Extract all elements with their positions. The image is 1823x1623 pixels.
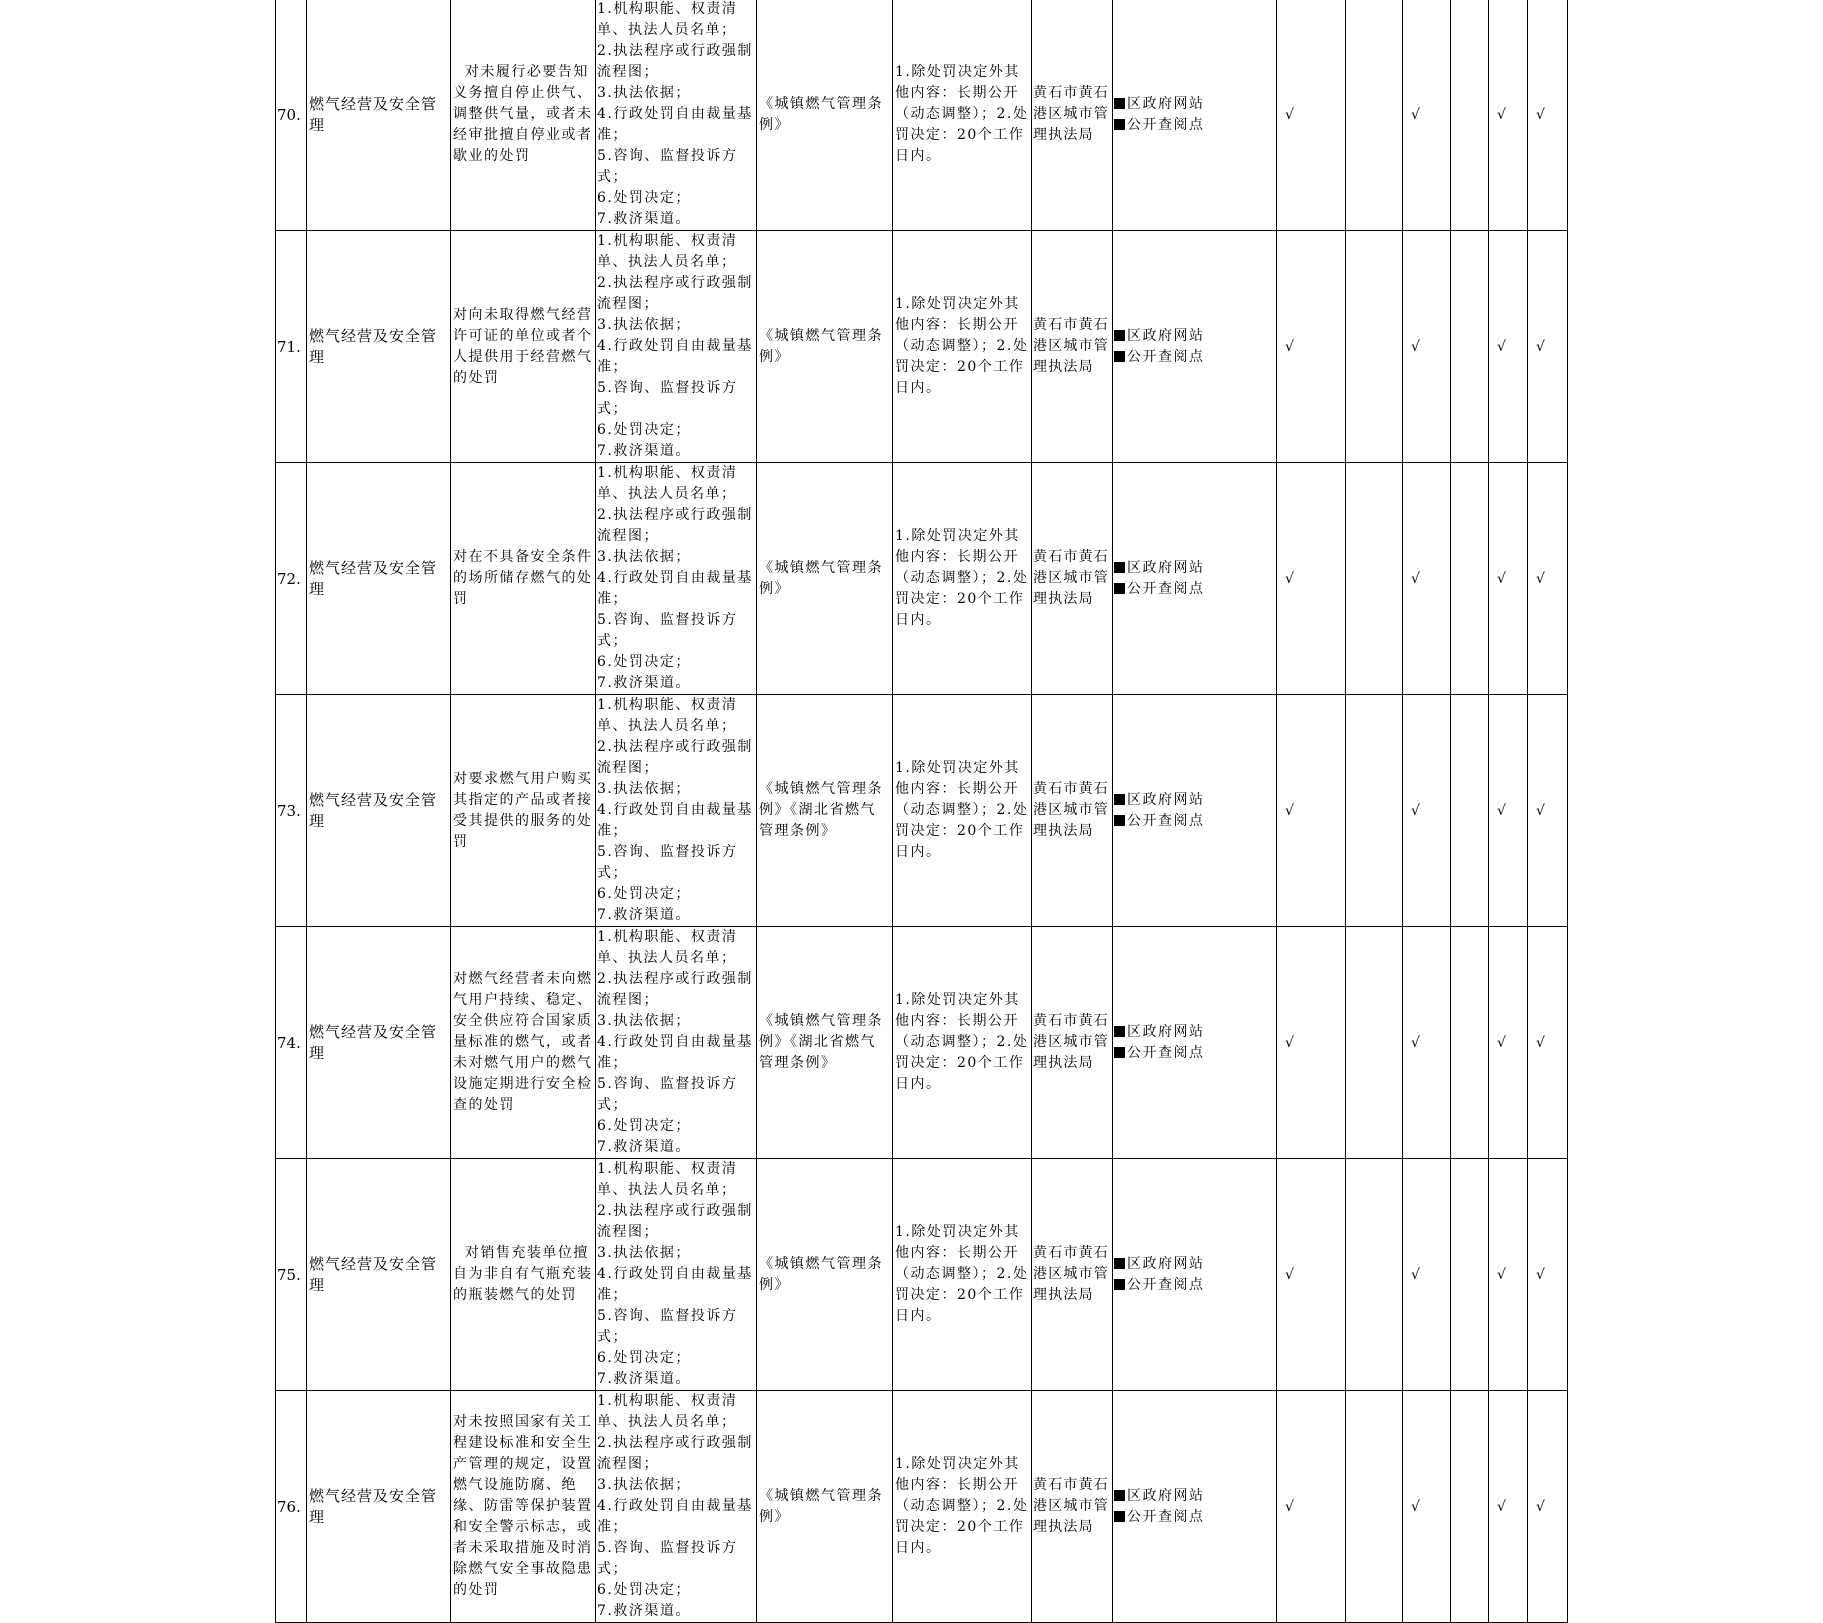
channel-label: 区政府网站 <box>1127 95 1205 112</box>
channel-item <box>1114 579 1274 600</box>
disclosure-content: 对燃气经营者未向燃气用户持续、稳定、安全供应符合国家质量标准的燃气，或者未对燃气用户的燃气设施定期进行安全检查的处罚 <box>451 927 596 1159</box>
check-col-6 <box>1528 0 1568 231</box>
element-line: 4.行政处罚自由裁量基准； <box>597 106 753 143</box>
check-col-1 <box>1277 1159 1346 1391</box>
channel-item <box>1114 1254 1274 1275</box>
disclosure-time-limit: 1.除处罚决定外其他内容：长期公开（动态调整）；2.处罚决定：20个工作日内。 <box>893 0 1032 231</box>
disclosure-time-limit: 1.除处罚决定外其他内容：长期公开（动态调整）；2.处罚决定：20个工作日内。 <box>893 231 1032 463</box>
disclosure-time-limit: 1.除处罚决定外其他内容：长期公开（动态调整）；2.处罚决定：20个工作日内。 <box>893 927 1032 1159</box>
channel-label: 区政府网站 <box>1127 327 1205 344</box>
element-line: 7.救济渠道。 <box>597 907 691 923</box>
checked-box-icon <box>1114 1490 1125 1501</box>
checked-box-icon <box>1114 351 1125 362</box>
element-line: 1.机构职能、权责清单、执法人员名单； <box>597 1 738 38</box>
channel-item <box>1114 1486 1274 1507</box>
element-line: 2.执法程序或行政强制流程图； <box>597 739 753 776</box>
checkmark: √ <box>1497 1498 1506 1515</box>
channel-item <box>1114 1022 1274 1043</box>
element-line: 6.处罚决定； <box>597 1118 691 1134</box>
element-line: 3.执法依据； <box>597 317 691 333</box>
check-col-6 <box>1528 927 1568 1159</box>
table-row <box>276 695 1568 927</box>
element-line: 5.咨询、监督投诉方式； <box>597 1308 738 1345</box>
checkmark: √ <box>1411 338 1420 355</box>
check-col-4 <box>1451 927 1489 1159</box>
check-col-3 <box>1403 231 1451 463</box>
check-col-5 <box>1489 463 1528 695</box>
channel-item <box>1114 790 1274 811</box>
channel-label: 区政府网站 <box>1127 1023 1205 1040</box>
element-line: 7.救济渠道。 <box>597 211 691 227</box>
disclosure-content: 对在不具备安全条件的场所储存燃气的处罚 <box>451 463 596 695</box>
checked-box-icon <box>1114 794 1125 805</box>
disclosure-channels <box>1113 463 1277 695</box>
disclosure-channels <box>1113 231 1277 463</box>
disclosure-time-limit: 1.除处罚决定外其他内容：长期公开（动态调整）；2.处罚决定：20个工作日内。 <box>893 1391 1032 1623</box>
disclosure-elements <box>596 231 757 463</box>
channel-item <box>1114 811 1274 832</box>
check-col-5 <box>1489 927 1528 1159</box>
channel-label: 公开查阅点 <box>1127 812 1205 829</box>
disclosure-content: 对要求燃气用户购买其指定的产品或者接受其提供的服务的处罚 <box>451 695 596 927</box>
legal-basis: 《城镇燃气管理条例》 <box>757 1159 893 1391</box>
disclosure-subject: 黄石市黄石港区城市管理执法局 <box>1032 927 1113 1159</box>
element-line: 5.咨询、监督投诉方式； <box>597 1540 738 1577</box>
checkmark: √ <box>1536 570 1545 587</box>
checked-box-icon <box>1114 330 1125 341</box>
channel-item <box>1114 94 1274 115</box>
check-col-3 <box>1403 695 1451 927</box>
element-line: 7.救济渠道。 <box>597 443 691 459</box>
legal-basis: 《城镇燃气管理条例》 <box>757 0 893 231</box>
table-row <box>276 0 1568 231</box>
check-col-3 <box>1403 927 1451 1159</box>
element-line: 2.执法程序或行政强制流程图； <box>597 43 753 80</box>
element-line: 7.救济渠道。 <box>597 1139 691 1155</box>
legal-basis: 《城镇燃气管理条例》 <box>757 1391 893 1623</box>
disclosure-time-limit: 1.除处罚决定外其他内容：长期公开（动态调整）；2.处罚决定：20个工作日内。 <box>893 1159 1032 1391</box>
check-col-2 <box>1346 1159 1403 1391</box>
item-name: 燃气经营及安全管理 <box>307 695 451 927</box>
channel-item <box>1114 115 1274 136</box>
channel-label: 区政府网站 <box>1127 1255 1205 1272</box>
check-col-3 <box>1403 0 1451 231</box>
legal-basis: 《城镇燃气管理条例》《湖北省燃气管理条例》 <box>757 927 893 1159</box>
checkmark: √ <box>1497 338 1506 355</box>
element-line: 3.执法依据； <box>597 1245 691 1261</box>
channel-label: 区政府网站 <box>1127 791 1205 808</box>
channel-item <box>1114 1275 1274 1296</box>
checkmark: √ <box>1285 106 1294 123</box>
disclosure-elements <box>596 0 757 231</box>
element-line: 1.机构职能、权责清单、执法人员名单； <box>597 697 738 734</box>
check-col-3 <box>1403 463 1451 695</box>
item-name: 燃气经营及安全管理 <box>307 0 451 231</box>
disclosure-time-limit: 1.除处罚决定外其他内容：长期公开（动态调整）；2.处罚决定：20个工作日内。 <box>893 695 1032 927</box>
check-col-1 <box>1277 927 1346 1159</box>
check-col-6 <box>1528 231 1568 463</box>
checkmark: √ <box>1536 802 1545 819</box>
checkmark: √ <box>1285 1266 1294 1283</box>
disclosure-subject: 黄石市黄石港区城市管理执法局 <box>1032 0 1113 231</box>
disclosure-channels <box>1113 1391 1277 1623</box>
check-col-5 <box>1489 231 1528 463</box>
check-col-3 <box>1403 1391 1451 1623</box>
check-col-5 <box>1489 1159 1528 1391</box>
checkmark: √ <box>1411 570 1420 587</box>
channel-label: 公开查阅点 <box>1127 1508 1205 1525</box>
check-col-2 <box>1346 463 1403 695</box>
checkmark: √ <box>1536 1498 1545 1515</box>
channel-item <box>1114 1507 1274 1528</box>
checkmark: √ <box>1411 802 1420 819</box>
item-name: 燃气经营及安全管理 <box>307 463 451 695</box>
element-line: 3.执法依据； <box>597 1013 691 1029</box>
disclosure-elements <box>596 695 757 927</box>
check-col-2 <box>1346 695 1403 927</box>
element-line: 3.执法依据； <box>597 781 691 797</box>
element-line: 1.机构职能、权责清单、执法人员名单； <box>597 233 738 270</box>
channel-item <box>1114 558 1274 579</box>
check-col-3 <box>1403 1159 1451 1391</box>
channel-label: 公开查阅点 <box>1127 1276 1205 1293</box>
element-line: 6.处罚决定； <box>597 886 691 902</box>
element-line: 3.执法依据； <box>597 1477 691 1493</box>
element-line: 2.执法程序或行政强制流程图； <box>597 275 753 312</box>
disclosure-elements <box>596 1391 757 1623</box>
disclosure-channels <box>1113 695 1277 927</box>
item-name: 燃气经营及安全管理 <box>307 1391 451 1623</box>
check-col-1 <box>1277 1391 1346 1623</box>
disclosure-elements <box>596 463 757 695</box>
element-line: 4.行政处罚自由裁量基准； <box>597 570 753 607</box>
disclosure-table <box>275 0 1568 1623</box>
element-line: 1.机构职能、权责清单、执法人员名单； <box>597 929 738 966</box>
element-line: 2.执法程序或行政强制流程图； <box>597 1203 753 1240</box>
row-number: 75. <box>276 1159 307 1391</box>
channel-label: 公开查阅点 <box>1127 116 1205 133</box>
table-row <box>276 1159 1568 1391</box>
check-col-2 <box>1346 0 1403 231</box>
row-number: 73. <box>276 695 307 927</box>
checked-box-icon <box>1114 1047 1125 1058</box>
checkmark: √ <box>1411 1034 1420 1051</box>
element-line: 5.咨询、监督投诉方式； <box>597 612 738 649</box>
check-col-1 <box>1277 695 1346 927</box>
check-col-4 <box>1451 463 1489 695</box>
channel-label: 区政府网站 <box>1127 559 1205 576</box>
checkmark: √ <box>1497 1034 1506 1051</box>
checkmark: √ <box>1411 1266 1420 1283</box>
row-number: 71. <box>276 231 307 463</box>
checkmark: √ <box>1411 1498 1420 1515</box>
row-number: 76. <box>276 1391 307 1623</box>
disclosure-content: 对未按照国家有关工程建设标准和安全生产管理的规定，设置燃气设施防腐、绝缘、防雷等保护装置和安全警示标志，或者未采取措施及时消除燃气安全事故隐患的处罚 <box>451 1391 596 1623</box>
channel-item <box>1114 326 1274 347</box>
channel-item <box>1114 1043 1274 1064</box>
checkmark: √ <box>1536 1266 1545 1283</box>
element-line: 3.执法依据； <box>597 85 691 101</box>
disclosure-content: 对向未取得燃气经营许可证的单位或者个人提供用于经营燃气的处罚 <box>451 231 596 463</box>
check-col-6 <box>1528 1159 1568 1391</box>
disclosure-content: 对未履行必要告知义务擅自停止供气、调整供气量，或者未经审批擅自停业或者歇业的处罚 <box>451 0 596 231</box>
table-row <box>276 1391 1568 1623</box>
check-col-6 <box>1528 695 1568 927</box>
checked-box-icon <box>1114 1026 1125 1037</box>
legal-basis: 《城镇燃气管理条例》《湖北省燃气管理条例》 <box>757 695 893 927</box>
item-name: 燃气经营及安全管理 <box>307 1159 451 1391</box>
disclosure-subject: 黄石市黄石港区城市管理执法局 <box>1032 1391 1113 1623</box>
element-line: 2.执法程序或行政强制流程图； <box>597 971 753 1008</box>
channel-label: 公开查阅点 <box>1127 1044 1205 1061</box>
checked-box-icon <box>1114 562 1125 573</box>
element-line: 5.咨询、监督投诉方式； <box>597 148 738 185</box>
check-col-2 <box>1346 1391 1403 1623</box>
checkmark: √ <box>1285 1034 1294 1051</box>
checked-box-icon <box>1114 1258 1125 1269</box>
element-line: 4.行政处罚自由裁量基准； <box>597 802 753 839</box>
disclosure-content: 对销售充装单位擅自为非自有气瓶充装的瓶装燃气的处罚 <box>451 1159 596 1391</box>
disclosure-subject: 黄石市黄石港区城市管理执法局 <box>1032 231 1113 463</box>
disclosure-channels <box>1113 927 1277 1159</box>
disclosure-elements <box>596 1159 757 1391</box>
element-line: 7.救济渠道。 <box>597 1603 691 1619</box>
element-line: 4.行政处罚自由裁量基准； <box>597 1498 753 1535</box>
checked-box-icon <box>1114 1279 1125 1290</box>
checked-box-icon <box>1114 1511 1125 1522</box>
check-col-4 <box>1451 231 1489 463</box>
checkmark: √ <box>1285 802 1294 819</box>
check-col-4 <box>1451 695 1489 927</box>
check-col-5 <box>1489 695 1528 927</box>
element-line: 6.处罚决定； <box>597 1350 691 1366</box>
checkmark: √ <box>1497 802 1506 819</box>
check-col-4 <box>1451 1159 1489 1391</box>
checked-box-icon <box>1114 119 1125 130</box>
channel-label: 公开查阅点 <box>1127 348 1205 365</box>
element-line: 4.行政处罚自由裁量基准； <box>597 338 753 375</box>
checkmark: √ <box>1536 338 1545 355</box>
channel-label: 公开查阅点 <box>1127 580 1205 597</box>
element-line: 5.咨询、监督投诉方式； <box>597 1076 738 1113</box>
element-line: 6.处罚决定； <box>597 1582 691 1598</box>
element-line: 3.执法依据； <box>597 549 691 565</box>
checked-box-icon <box>1114 815 1125 826</box>
item-name: 燃气经营及安全管理 <box>307 231 451 463</box>
table-row <box>276 927 1568 1159</box>
row-number: 72. <box>276 463 307 695</box>
disclosure-channels <box>1113 0 1277 231</box>
checkmark: √ <box>1285 570 1294 587</box>
checkmark: √ <box>1285 1498 1294 1515</box>
check-col-1 <box>1277 0 1346 231</box>
channel-item <box>1114 347 1274 368</box>
disclosure-subject: 黄石市黄石港区城市管理执法局 <box>1032 463 1113 695</box>
element-line: 6.处罚决定； <box>597 422 691 438</box>
checkmark: √ <box>1497 1266 1506 1283</box>
element-line: 1.机构职能、权责清单、执法人员名单； <box>597 465 738 502</box>
check-col-1 <box>1277 463 1346 695</box>
element-line: 5.咨询、监督投诉方式； <box>597 844 738 881</box>
element-line: 6.处罚决定； <box>597 190 691 206</box>
element-line: 1.机构职能、权责清单、执法人员名单； <box>597 1161 738 1198</box>
element-line: 1.机构职能、权责清单、执法人员名单； <box>597 1393 738 1430</box>
checkmark: √ <box>1536 1034 1545 1051</box>
element-line: 4.行政处罚自由裁量基准； <box>597 1266 753 1303</box>
checked-box-icon <box>1114 583 1125 594</box>
row-number: 74. <box>276 927 307 1159</box>
checked-box-icon <box>1114 98 1125 109</box>
element-line: 5.咨询、监督投诉方式； <box>597 380 738 417</box>
element-line: 2.执法程序或行政强制流程图； <box>597 1435 753 1472</box>
legal-basis: 《城镇燃气管理条例》 <box>757 231 893 463</box>
channel-label: 区政府网站 <box>1127 1487 1205 1504</box>
checkmark: √ <box>1497 570 1506 587</box>
check-col-4 <box>1451 1391 1489 1623</box>
disclosure-time-limit: 1.除处罚决定外其他内容：长期公开（动态调整）；2.处罚决定：20个工作日内。 <box>893 463 1032 695</box>
checkmark: √ <box>1497 106 1506 123</box>
checkmark: √ <box>1536 106 1545 123</box>
item-name: 燃气经营及安全管理 <box>307 927 451 1159</box>
legal-basis: 《城镇燃气管理条例》 <box>757 463 893 695</box>
element-line: 6.处罚决定； <box>597 654 691 670</box>
disclosure-subject: 黄石市黄石港区城市管理执法局 <box>1032 695 1113 927</box>
checkmark: √ <box>1411 106 1420 123</box>
checkmark: √ <box>1285 338 1294 355</box>
check-col-1 <box>1277 231 1346 463</box>
disclosure-elements <box>596 927 757 1159</box>
check-col-4 <box>1451 0 1489 231</box>
element-line: 4.行政处罚自由裁量基准； <box>597 1034 753 1071</box>
row-number: 70. <box>276 0 307 231</box>
table-row <box>276 463 1568 695</box>
disclosure-subject: 黄石市黄石港区城市管理执法局 <box>1032 1159 1113 1391</box>
check-col-2 <box>1346 927 1403 1159</box>
check-col-2 <box>1346 231 1403 463</box>
check-col-5 <box>1489 1391 1528 1623</box>
check-col-6 <box>1528 1391 1568 1623</box>
element-line: 7.救济渠道。 <box>597 675 691 691</box>
disclosure-channels <box>1113 1159 1277 1391</box>
element-line: 7.救济渠道。 <box>597 1371 691 1387</box>
table-row <box>276 231 1568 463</box>
check-col-6 <box>1528 463 1568 695</box>
check-col-5 <box>1489 0 1528 231</box>
element-line: 2.执法程序或行政强制流程图； <box>597 507 753 544</box>
